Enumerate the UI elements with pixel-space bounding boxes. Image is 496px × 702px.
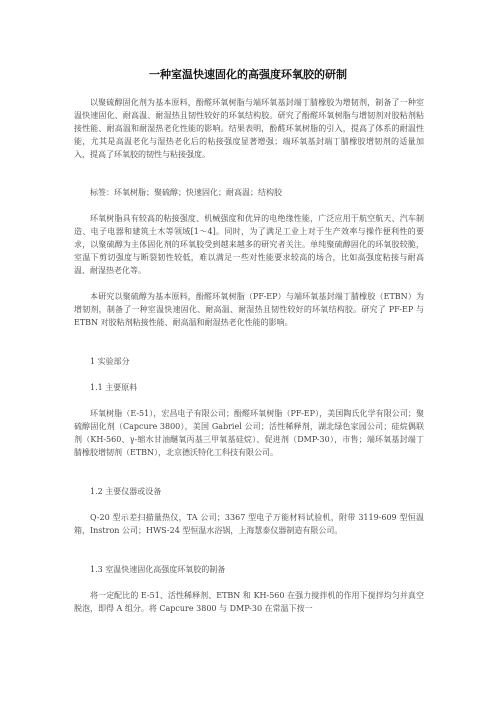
section-heading-1: 1 实验部分 xyxy=(90,357,130,366)
section-heading-1-1: 1.1 主要原料 xyxy=(90,383,138,392)
section-heading-1-3: 1.3 室温快速固化高强度环氧胶的制备 xyxy=(90,565,226,574)
abstract-paragraph: 以聚硫醇固化剂为基本原料，酚醛环氧树脂与端环氧基封端丁腈橡胶为增韧剂，制备了一种室温快速固化、耐高温、耐湿热且韧性较好的环氧结构胶。研究了酚醛环氧树脂与增韧剂对胶粘剂粘接性能、耐高温和耐湿热老化性能的影响。结果表明，酚醛环氧树脂的引入，提高了体系的耐温性能，尤其是高温老化与湿热老化后的粘接强度显著增强；端环氧基封端丁腈橡胶增韧剂的适量加入，提高了环氧胶的韧性与粘接强度。 xyxy=(74,98,424,159)
keywords-line: 标签：环氧树脂；聚硫醇；快速固化；耐高温；结构胶 xyxy=(90,188,282,197)
section-heading-1-2: 1.2 主要仪器或设备 xyxy=(90,487,162,496)
preparation-paragraph: 将一定配比的 E-51、活性稀释剂、ETBN 和 KH-560 在强力搅拌机的作用下搅拌均匀并真空脱泡，即得 A 组分。将 Capcure 3800 与 DMP-30 在常温下按一 xyxy=(74,591,424,613)
intro-paragraph-1: 环氧树脂具有较高的粘接强度、机械强度和优异的电绝缘性能，广泛应用于航空航天、汽车制造、电子电器和建筑土木等领域[1～4]。同时，为了满足工业上对于生产效率与操作便利性的要求，以聚硫醇为主体固化剂的环氧胶受到越来越多的研究者关注。单纯聚硫醇固化的环氧胶较脆，室温下剪切强度与断裂韧性较低，难以满足一些对性能要求较高的场合，比如高强度粘接与耐高温、耐湿热老化等。 xyxy=(74,214,424,275)
intro-paragraph-2: 本研究以聚硫醇为基本原料，酚醛环氧树脂（PF-EP）与端环氧基封端丁腈橡胶（ETBN）为增韧剂，制备了一种室温快速固化、耐高温、耐湿热且韧性较好的环氧结构胶。研究了 PF-EP 与 ETBN 对胶粘剂粘接性能、耐高温和耐湿热老化性能的影响。 xyxy=(74,292,424,327)
document-title: 一种室温快速固化的高强度环氧胶的研制 xyxy=(149,68,347,81)
instruments-paragraph: Q-20 型示差扫描量热仪，TA 公司；3367 型电子万能材料试验机，附带 3119-609 型恒温箱，Instron 公司；HWS-24 型恒温水浴锅，上海慧泰仪器制造有限公司。 xyxy=(74,513,424,535)
materials-paragraph: 环氧树脂（E-51），宏昌电子有限公司；酚醛环氧树脂（PF-EP），美国陶氏化学有限公司；聚硫醇固化剂（Capcure 3800），美国 Gabriel 公司；活性稀释剂，湖北绿色家园公司；硅烷偶联剂（KH-560、γ-缩水甘油醚氧丙基三甲氧基硅烷）、促进剂（DMP-30），市售；端环氧基封端丁腈橡胶增韧剂（ETBN），北京德沃特化工科技有限公司。 xyxy=(74,409,424,457)
